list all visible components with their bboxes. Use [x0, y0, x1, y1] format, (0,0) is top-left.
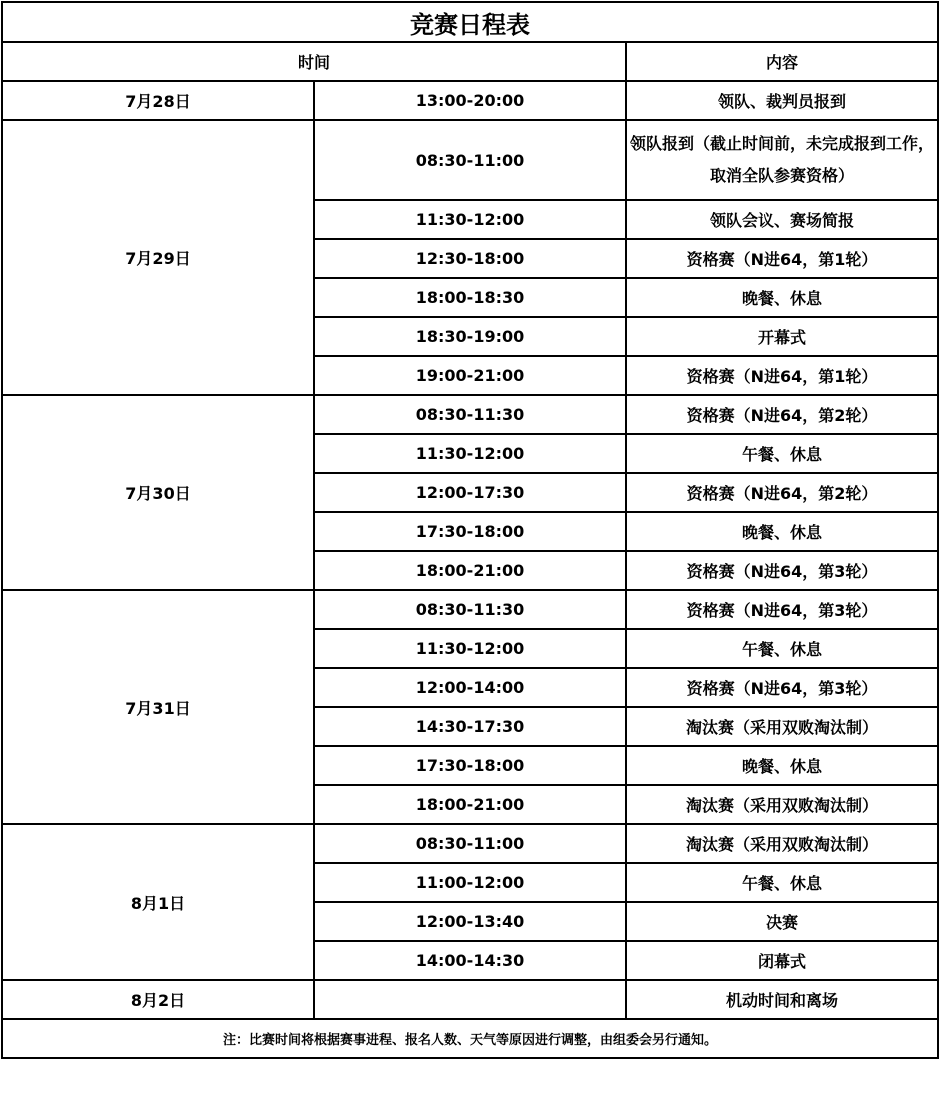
content-cell: 淘汰赛（采用双败淘汰制） — [626, 824, 938, 863]
time-cell: 18:00-18:30 — [314, 278, 626, 317]
content-cell: 领队、裁判员报到 — [626, 81, 938, 120]
time-cell: 17:30-18:00 — [314, 746, 626, 785]
time-cell: 13:00-20:00 — [314, 81, 626, 120]
date-cell: 7月31日 — [2, 590, 314, 824]
schedule-table — [1, 1, 939, 1059]
time-cell: 19:00-21:00 — [314, 356, 626, 395]
content-cell: 资格赛（N进64，第2轮） — [626, 395, 938, 434]
content-cell — [626, 120, 938, 200]
time-cell: 18:30-19:00 — [314, 317, 626, 356]
content-cell: 资格赛（N进64，第3轮） — [626, 590, 938, 629]
date-cell: 8月1日 — [2, 824, 314, 980]
time-cell: 18:00-21:00 — [314, 785, 626, 824]
time-cell: 11:30-12:00 — [314, 200, 626, 239]
table-row — [2, 81, 938, 120]
time-cell: 12:00-13:40 — [314, 902, 626, 941]
time-cell: 14:30-17:30 — [314, 707, 626, 746]
time-cell: 18:00-21:00 — [314, 551, 626, 590]
time-cell: 08:30-11:30 — [314, 590, 626, 629]
table-row — [2, 590, 938, 629]
content-cell: 淘汰赛（采用双败淘汰制） — [626, 707, 938, 746]
content-cell: 资格赛（N进64，第3轮） — [626, 668, 938, 707]
time-cell: 12:00-14:00 — [314, 668, 626, 707]
table-row — [2, 980, 938, 1019]
content-text: 领队报到（截止时间前，未完成报到工作，取消全队参赛资格） — [630, 134, 935, 185]
table-row — [2, 824, 938, 863]
content-cell: 午餐、休息 — [626, 629, 938, 668]
time-cell: 14:00-14:30 — [314, 941, 626, 980]
content-cell: 资格赛（N进64，第1轮） — [626, 356, 938, 395]
content-cell: 决赛 — [626, 902, 938, 941]
content-cell: 机动时间和离场 — [626, 980, 938, 1019]
time-cell: 12:00-17:30 — [314, 473, 626, 512]
date-cell: 7月28日 — [2, 81, 314, 120]
time-cell: 17:30-18:00 — [314, 512, 626, 551]
content-cell: 午餐、休息 — [626, 434, 938, 473]
table-row — [2, 395, 938, 434]
time-cell: 11:00-12:00 — [314, 863, 626, 902]
content-cell: 资格赛（N进64，第2轮） — [626, 473, 938, 512]
page-title: 竞赛日程表 — [2, 2, 938, 42]
header-time: 时间 — [2, 42, 626, 81]
content-cell: 晚餐、休息 — [626, 512, 938, 551]
date-cell: 8月2日 — [2, 980, 314, 1019]
content-cell: 午餐、休息 — [626, 863, 938, 902]
time-cell: 12:30-18:00 — [314, 239, 626, 278]
content-cell: 淘汰赛（采用双败淘汰制） — [626, 785, 938, 824]
time-cell: 08:30-11:00 — [314, 824, 626, 863]
date-cell: 7月30日 — [2, 395, 314, 590]
header-content: 内容 — [626, 42, 938, 81]
table-row — [2, 120, 938, 200]
content-cell: 领队会议、赛场简报 — [626, 200, 938, 239]
time-cell: 08:30-11:30 — [314, 395, 626, 434]
time-cell: 11:30-12:00 — [314, 434, 626, 473]
content-cell: 晚餐、休息 — [626, 278, 938, 317]
content-cell: 资格赛（N进64，第1轮） — [626, 239, 938, 278]
time-cell — [314, 980, 626, 1019]
date-cell: 7月29日 — [2, 120, 314, 395]
note-row — [2, 1019, 938, 1058]
content-cell: 晚餐、休息 — [626, 746, 938, 785]
time-cell: 11:30-12:00 — [314, 629, 626, 668]
footnote: 注：比赛时间将根据赛事进程、报名人数、天气等原因进行调整，由组委会另行通知。 — [2, 1019, 938, 1058]
content-cell: 闭幕式 — [626, 941, 938, 980]
content-cell: 资格赛（N进64，第3轮） — [626, 551, 938, 590]
time-cell: 08:30-11:00 — [314, 120, 626, 200]
content-cell: 开幕式 — [626, 317, 938, 356]
